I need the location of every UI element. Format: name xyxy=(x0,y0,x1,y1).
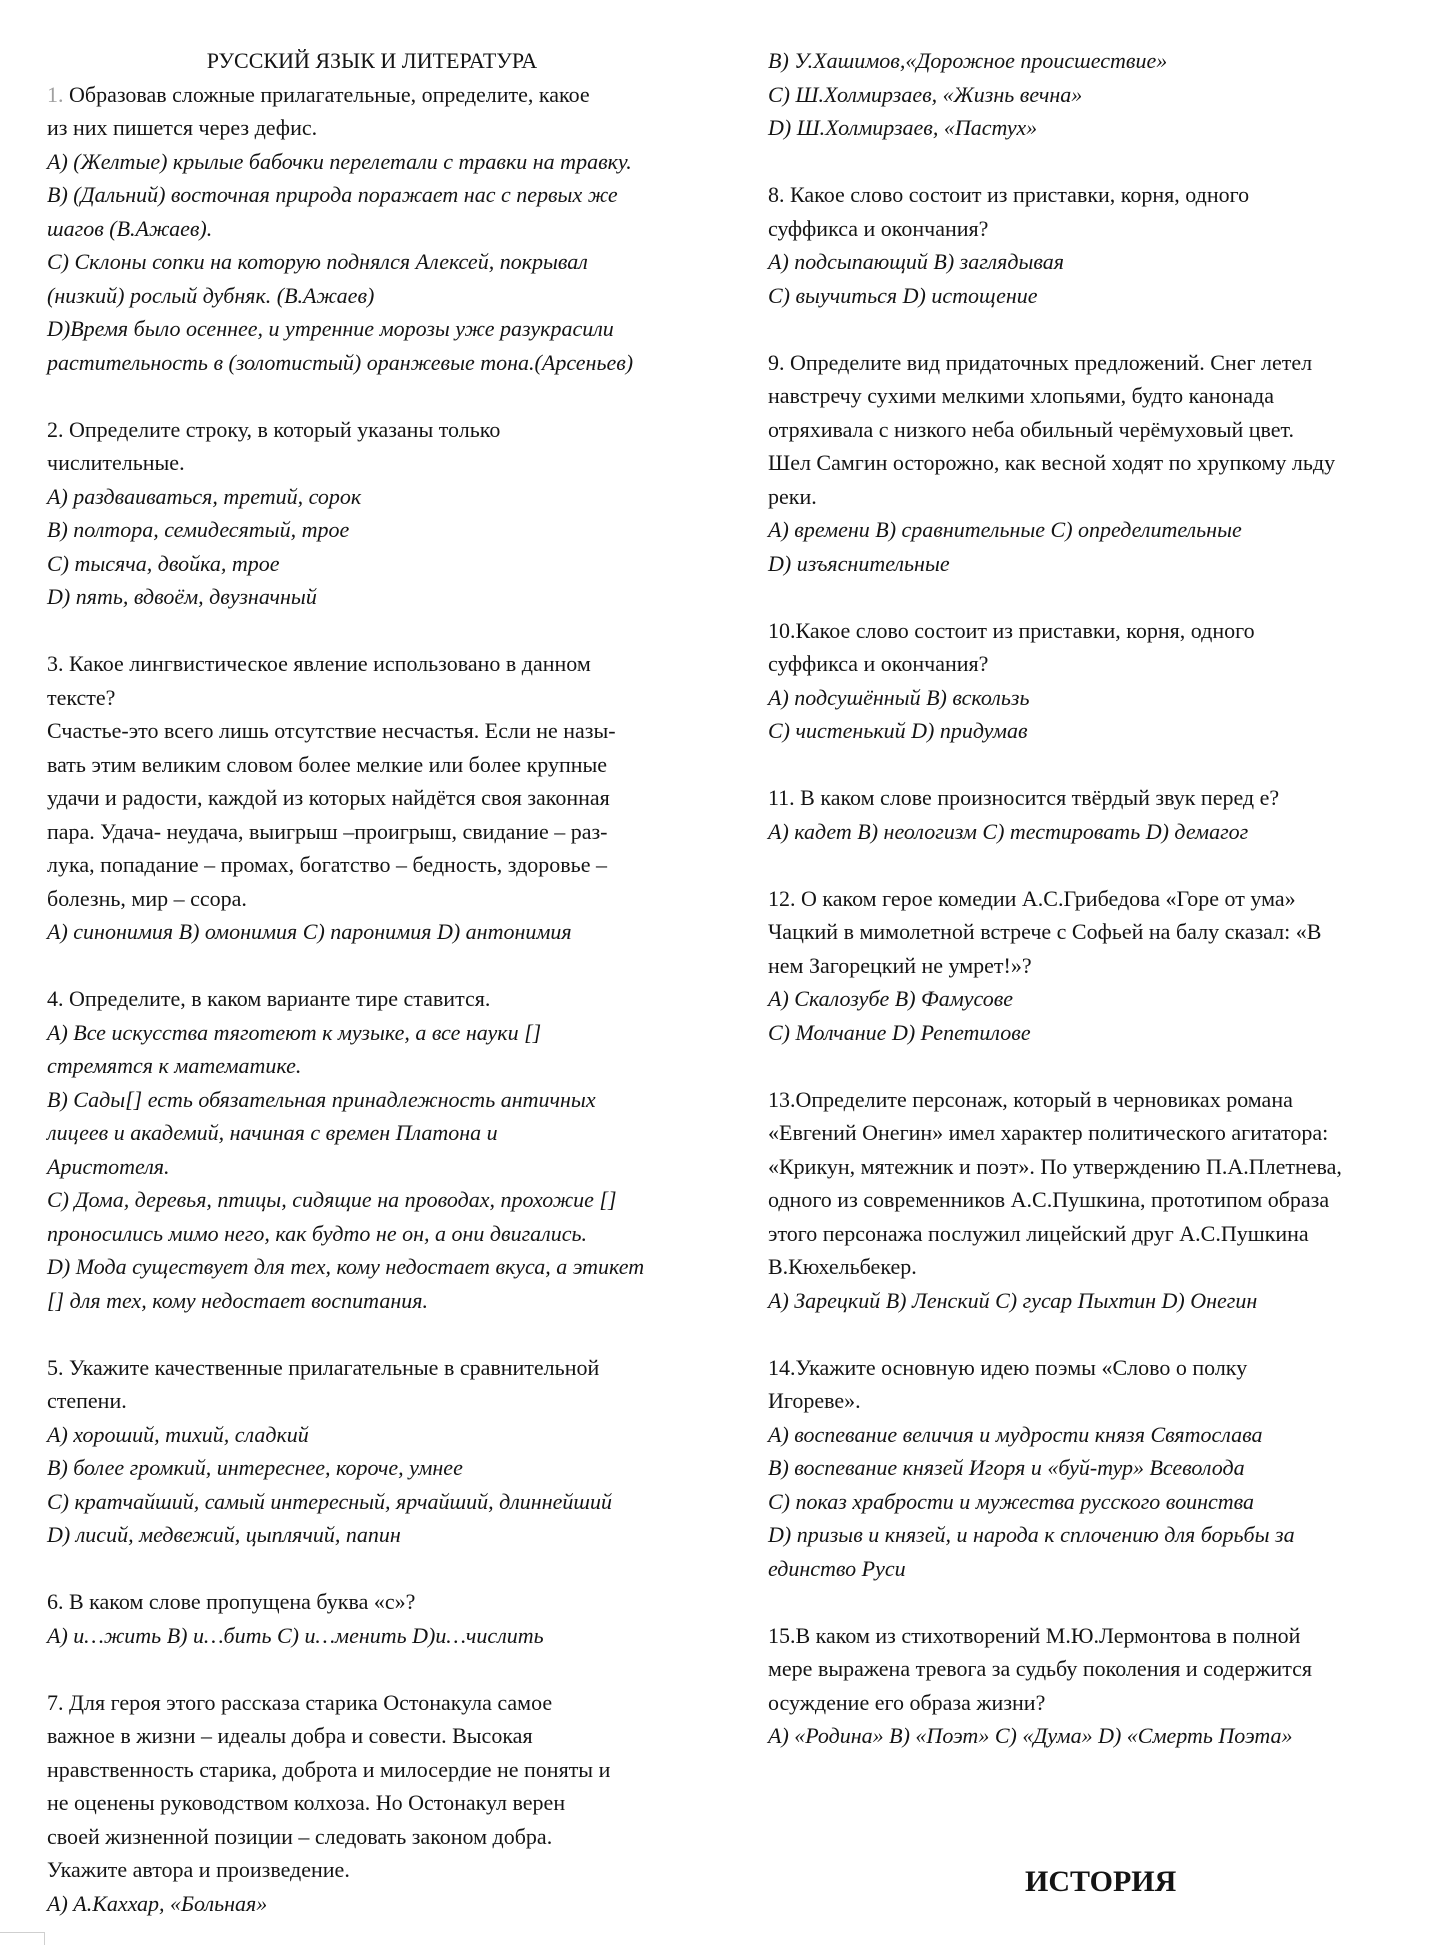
right-answer-line: B) У.Хашимов,«Дорожное происшествие» xyxy=(768,48,1168,73)
paragraph-gap xyxy=(768,1049,1428,1083)
right-text-line: «Евгений Онегин» имел характер политического агитатора: xyxy=(768,1120,1329,1145)
right-answer-line: C) Молчание D) Репетилове xyxy=(768,1019,1031,1045)
left-text-line: удачи и радости, каждой из которых найдётся своя законная xyxy=(47,785,610,810)
paragraph-gap xyxy=(768,580,1428,614)
left-answer-line: A) хороший, тихий, сладкий xyxy=(47,1421,309,1447)
right-answer-line: A) воспевание величия и мудрости князя Святослава xyxy=(768,1421,1263,1447)
left-text-line: лука, попадание – промах, богатство – бедность, здоровье – xyxy=(47,852,607,877)
document-title: РУССКИЙ ЯЗЫК И ЛИТЕРАТУРА xyxy=(206,48,538,73)
right-text-line: осуждение его образа жизни? xyxy=(768,1689,1046,1715)
left-text-line: 6. В каком слове пропущена буква «с»? xyxy=(47,1589,416,1614)
right-text-line: 11. В каком слове произносится твёрдый звук перед е? xyxy=(768,785,1280,810)
right-answer-line: A) времени B) сравнительные C) определительные xyxy=(768,517,1242,542)
right-text-line: отряхивала с низкого неба обильный черёмуховый цвет. xyxy=(768,416,1295,442)
left-answer-line: A) и…жить B) и…бить C) и…менить D)и…числить xyxy=(47,1622,544,1648)
left-answer-line: A) Все искусства тяготеют к музыке, а все науки [] xyxy=(47,1019,542,1045)
right-answer-line: C) выучиться D) истощение xyxy=(768,282,1038,308)
left-text-line: степени. xyxy=(47,1388,127,1413)
right-text-line: Игореве». xyxy=(768,1388,861,1413)
left-answer-line: A) А.Каххар, «Больная» xyxy=(47,1890,268,1916)
left-text-line: вать этим великим словом более мелкие или более крупные xyxy=(47,751,608,777)
left-text-line: своей жизненной позиции – следовать законом добра. xyxy=(47,1823,553,1849)
right-text-line: 10.Какое слово состоит из приставки, корня, одного xyxy=(768,617,1255,643)
page-corner-mark xyxy=(0,1932,45,1945)
paragraph-gap xyxy=(47,949,737,983)
right-text-line: 14.Укажите основную идею поэмы «Слово о полку xyxy=(768,1354,1248,1380)
right-answer-line: A) подсыпающий B) заглядывая xyxy=(768,249,1065,274)
left-text-line: нравственность старика, доброта и милосердие не поняты и xyxy=(47,1756,611,1782)
paragraph-gap xyxy=(768,848,1428,882)
question-number: 1. xyxy=(47,81,64,107)
left-answer-line: C) кратчайший, самый интересный, ярчайший, длиннейший xyxy=(47,1488,612,1514)
right-answer-line: D) призыв и князей, и народа к сплочению для борьбы за xyxy=(768,1522,1295,1547)
left-answer-line: [] для тех, кому недостает воспитания. xyxy=(47,1287,428,1313)
left-answer-line: D) Мода существует для тех, кому недостает вкуса, а этикет xyxy=(47,1254,645,1279)
left-answer-line: стремятся к математике. xyxy=(47,1053,302,1078)
right-answer-line: A) Скалозубе B) Фамусове xyxy=(768,986,1014,1011)
right-text-line: 9. Определите вид придаточных предложений. Снег летел xyxy=(768,349,1313,375)
right-column xyxy=(768,44,1428,1753)
left-answer-line: проносились мимо него, как будто не он, а они двигались. xyxy=(47,1220,588,1246)
left-text-line: 5. Укажите качественные прилагательные в сравнительной xyxy=(47,1354,600,1380)
right-answer-line: A) «Родина» B) «Поэт» C) «Дума» D) «Смерть Поэта» xyxy=(768,1723,1293,1748)
left-text-line: числительные. xyxy=(47,450,185,475)
right-text-line: 12. О каком герое комедии А.С.Грибедова «Горе от ума» xyxy=(768,885,1296,911)
left-answer-line: шагов (В.Ажаев). xyxy=(47,215,213,241)
left-text-line: 7. Для героя этого рассказа старика Остонакула самое xyxy=(47,1689,553,1715)
question-text: Образовав сложные прилагательные, определите, какое xyxy=(69,81,590,107)
left-text-line: не оценены руководством колхоза. Но Остонакул верен xyxy=(47,1790,566,1815)
right-text-line: суффикса и окончания? xyxy=(768,651,989,676)
right-text-line: 13.Определите персонаж, который в черновиках романа xyxy=(768,1086,1293,1112)
right-text-line: одного из современников А.С.Пушкина, прототипом образа xyxy=(768,1187,1330,1212)
history-section-heading: ИСТОРИЯ xyxy=(1025,1865,1177,1898)
left-answer-line: C) Склоны сопки на которую поднялся Алексей, покрывал xyxy=(47,249,588,274)
left-text-line: 2. Определите строку, в который указаны только xyxy=(47,416,501,442)
right-answer-line: A) кадет B) неологизм C) тестировать D) демагог xyxy=(768,818,1249,844)
left-answer-line: D) пять, вдвоём, двузначный xyxy=(47,584,317,609)
right-answer-line: A) Зарецкий B) Ленский C) гусар Пыхтин D) Онегин xyxy=(768,1287,1258,1313)
left-answer-line: растительность в (золотистый) оранжевые тона.(Арсеньев) xyxy=(47,349,634,375)
paragraph-gap xyxy=(768,1317,1428,1351)
right-answer-line: C) Ш.Холмирзаев, «Жизнь вечна» xyxy=(768,81,1083,107)
left-text-line: важное в жизни – идеалы добра и совести. Высокая xyxy=(47,1723,533,1748)
left-answer-line: D)Время было осеннее, и утренние морозы уже разукрасили xyxy=(47,316,614,341)
right-text-line: «Крикун, мятежник и поэт». По утверждению П.А.Плетнева, xyxy=(768,1153,1342,1179)
left-answer-line: B) более громкий, интереснее, короче, умнее xyxy=(47,1455,463,1480)
right-text-line: этого персонажа послужил лицейский друг А.С.Пушкина xyxy=(768,1220,1309,1246)
paragraph-gap xyxy=(768,748,1428,782)
right-text-line: В.Кюхельбекер. xyxy=(768,1254,917,1279)
right-answer-line: C) показ храбрости и мужества русского воинства xyxy=(768,1488,1255,1514)
right-text-line: навстречу сухими мелкими хлопьями, будто канонада xyxy=(768,383,1274,408)
left-answer-line: A) раздваиваться, третий, сорок xyxy=(47,483,362,509)
left-answer-line: лицеев и академий, начиная с времен Платона и xyxy=(47,1120,498,1145)
right-answer-line: C) чистенький D) придумав xyxy=(768,718,1028,743)
left-text-line: 3. Какое лингвистическое явление использовано в данном xyxy=(47,651,591,676)
right-answer-line: A) подсушённый B) вскользь xyxy=(768,684,1030,710)
paragraph-gap xyxy=(768,1585,1428,1619)
paragraph-gap xyxy=(768,312,1428,346)
paragraph-gap xyxy=(47,1317,737,1351)
paragraph-gap xyxy=(768,145,1428,179)
left-text-line: Укажите автора и произведение. xyxy=(47,1857,350,1882)
left-text-line: 4. Определите, в каком варианте тире ставится. xyxy=(47,986,491,1011)
left-column xyxy=(47,44,737,1920)
right-text-line: 8. Какое слово состоит из приставки, корня, одного xyxy=(768,182,1250,207)
left-answer-line: (низкий) рослый дубняк. (В.Ажаев) xyxy=(47,282,375,308)
right-text-line: реки. xyxy=(768,483,817,509)
left-text-line: пара. Удача- неудача, выигрыш –проигрыш, свидание – раз- xyxy=(47,818,608,844)
left-answer-line: Аристотеля. xyxy=(47,1153,170,1179)
left-answer-line: B) полтора, семидесятый, трое xyxy=(47,517,350,542)
left-answer-line: A) синонимия B) омонимия C) паронимия D) антонимия xyxy=(47,919,572,944)
left-text-line: тексте? xyxy=(47,684,116,710)
right-answer-line: единство Руси xyxy=(768,1555,906,1581)
right-text-line: Чацкий в мимолетной встрече с Софьей на балу сказал: «В xyxy=(768,919,1322,944)
right-text-line: нем Загорецкий не умрет!»? xyxy=(768,952,1032,978)
left-answer-line: D) лисий, медвежий, цыплячий, папин xyxy=(47,1522,401,1547)
left-answer-line: C) тысяча, двойка, трое xyxy=(47,550,280,576)
left-answer-line: B) Сады[] есть обязательная принадлежность античных xyxy=(47,1086,596,1112)
left-answer-line: B) (Дальний) восточная природа поражает нас с первых же xyxy=(47,182,618,207)
right-answer-line: D) Ш.Холмирзаев, «Пастух» xyxy=(768,115,1038,140)
left-text-line xyxy=(47,78,737,112)
right-text-line: Шел Самгин осторожно, как весной ходят по хрупкому льду xyxy=(768,450,1336,475)
paragraph-gap xyxy=(47,379,737,413)
right-answer-line: D) изъяснительные xyxy=(768,550,950,576)
paragraph-gap xyxy=(47,614,737,648)
right-text-line: суффикса и окончания? xyxy=(768,215,989,241)
left-text-line: болезнь, мир – ссора. xyxy=(47,885,247,911)
left-answer-line: A) (Желтые) крылые бабочки перелетали с травки на травку. xyxy=(47,148,632,174)
left-text-line: из них пишется через дефис. xyxy=(47,115,318,140)
left-answer-line: C) Дома, деревья, птицы, сидящие на проводах, прохожие [] xyxy=(47,1187,617,1212)
paragraph-gap xyxy=(47,1652,737,1686)
right-answer-line: B) воспевание князей Игоря и «буй-тур» Всеволода xyxy=(768,1455,1245,1480)
left-text-line: Счастье-это всего лишь отсутствие несчастья. Если не назы- xyxy=(47,718,616,743)
right-text-line: мере выражена тревога за судьбу поколения и содержится xyxy=(768,1656,1312,1681)
right-text-line: 15.В каком из стихотворений М.Ю.Лермонтова в полной xyxy=(768,1622,1301,1648)
paragraph-gap xyxy=(47,1552,737,1586)
